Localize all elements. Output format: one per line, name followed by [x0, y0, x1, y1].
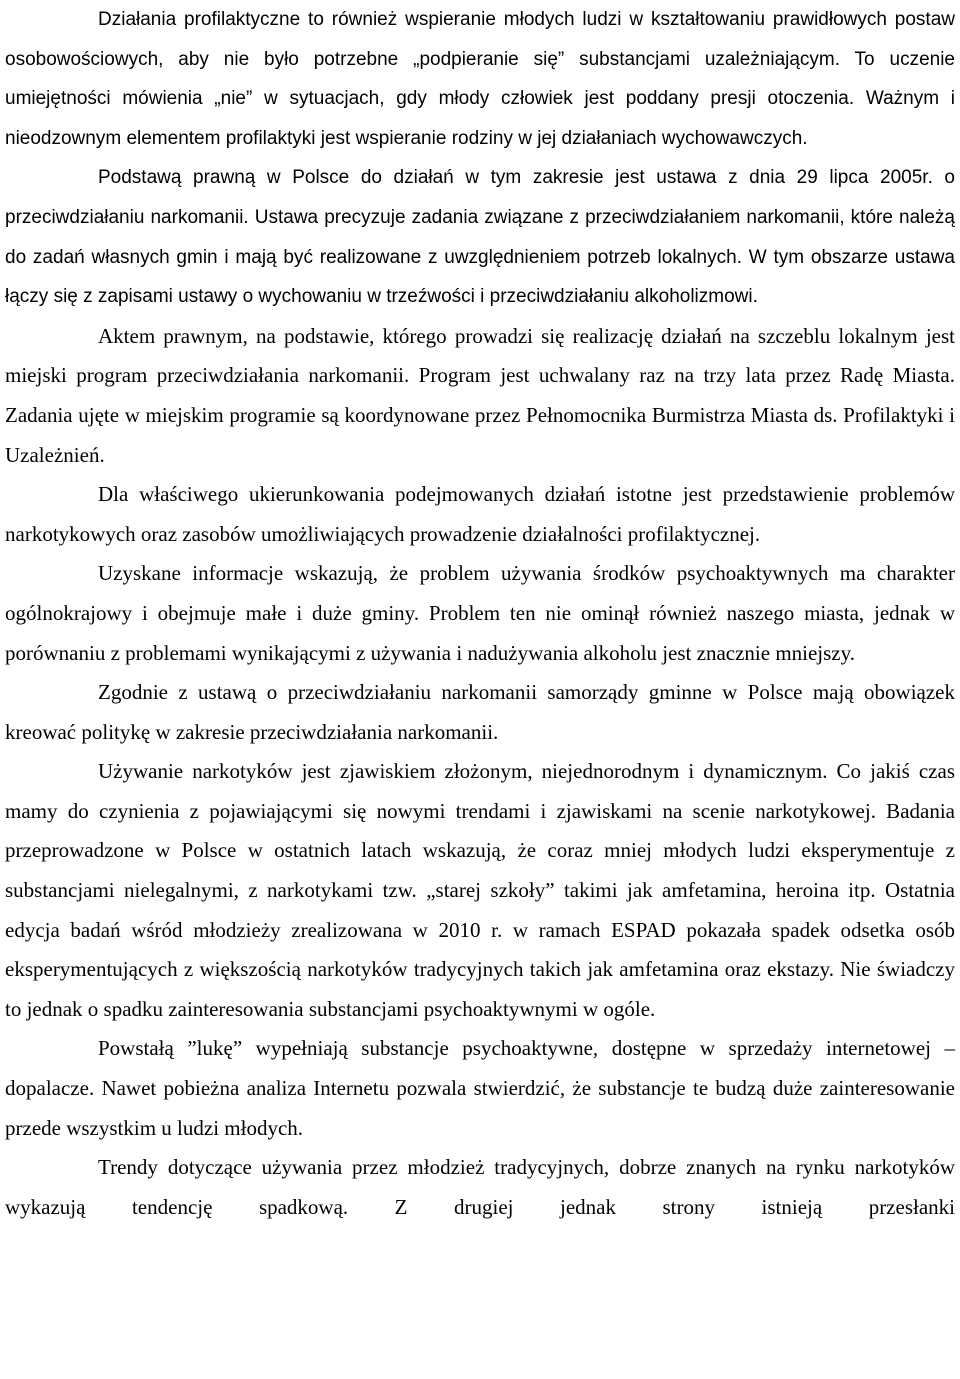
paragraph-text: Powstałą ”lukę” wypełniają substancje psychoaktywne, dostępne w sprzedaży internetowej – dopalacze. Nawet pobieżna analiza Internetu pozwala stwierdzić, że substancje te budzą duże zainteresowanie przede wszystkim u ludzi młodych.	[5, 1036, 955, 1140]
paragraph-text: Działania profilaktyczne to również wspieranie młodych ludzi w kształtowaniu prawidłowych postaw osobowościowych, aby nie było potrzebne „podpieranie się” substancjami uzależniającym. To uczenie umiejętności mówienia „nie” w sytuacjach, gdy młody człowiek jest poddany presji otoczenia. Ważnym i nieodzownym elementem profilaktyki jest wspieranie rodziny w jej działaniach wychowawczych.	[5, 9, 955, 149]
paragraph-problem-diagnosis	[5, 475, 955, 554]
paragraph-text: Uzyskane informacje wskazują, że problem używania środków psychoaktywnych ma charakter ogólnokrajowy i obejmuje małe i duże gminy. Problem ten nie ominął również naszego miasta, jednak w porównaniu z problemami wynikającymi z używania i nadużywania alkoholu jest znacznie mniejszy.	[5, 561, 955, 665]
paragraph-municipal-program	[5, 317, 955, 475]
paragraph-text: Podstawą prawną w Polsce do działań w tym zakresie jest ustawa z dnia 29 lipca 2005r. o przeciwdziałaniu narkomanii. Ustawa precyzuje zadania związane z przeciwdziałaniem narkomanii, które należą do zadań własnych gmin i mają być realizowane z uwzględnieniem potrzeb lokalnych. W tym obszarze ustawa łączy się z zapisami ustawy o wychowaniu w trzeźwości i przeciwdziałaniu alkoholizmowi.	[5, 167, 955, 308]
paragraph-municipal-obligation	[5, 673, 955, 752]
paragraph-text: Aktem prawnym, na podstawie, którego prowadzi się realizację działań na szczeblu lokalnym jest miejski program przeciwdziałania narkomanii. Program jest uchwalany raz na trzy lata przez Radę Miasta. Zadania ujęte w miejskim programie są koordynowane przez Pełnomocnika Burmistrza Miasta ds. Profilaktyki i Uzależnień.	[5, 323, 955, 467]
paragraph-prevention-support	[5, 0, 955, 158]
document-page	[5, 0, 955, 1227]
paragraph-legal-highs	[5, 1029, 955, 1148]
paragraph-drug-trends	[5, 752, 955, 1029]
paragraph-text: Używanie narkotyków jest zjawiskiem złożonym, niejednorodnym i dynamicznym. Co jakiś czas mamy do czynienia z pojawiającymi się nowymi trendami i zjawiskami na scenie narkotykowej. Badania przeprowadzone w Polsce w ostatnich latach wskazują, że coraz mniej młodych ludzi eksperymentuje z substancjami nielegalnymi, z narkotykami tzw. „starej szkoły” takimi jak amfetamina, heroina itp. Ostatnia edycja badań wśród młodzieży zrealizowana w 2010 r. w ramach ESPAD pokazała spadek odsetka osób eksperymentujących z większością narkotyków tradycyjnych takich jak amfetamina oraz ekstazy. Nie świadczy to jednak o spadku zainteresowania substancjami psychoaktywnymi w ogóle.	[5, 759, 955, 1021]
paragraph-traditional-trends	[5, 1148, 955, 1227]
paragraph-text: Trendy dotyczące używania przez młodzież tradycyjnych, dobrze znanych na rynku narkotyków wykazują tendencję spadkową. Z drugiej jednak strony istnieją przesłanki	[5, 1155, 955, 1219]
paragraph-information-obtained	[5, 554, 955, 673]
paragraph-legal-basis	[5, 158, 955, 316]
paragraph-text: Zgodnie z ustawą o przeciwdziałaniu narkomanii samorządy gminne w Polsce mają obowiązek kreować politykę w zakresie przeciwdziałania narkomanii.	[5, 680, 955, 744]
paragraph-text: Dla właściwego ukierunkowania podejmowanych działań istotne jest przedstawienie problemów narkotykowych oraz zasobów umożliwiających prowadzenie działalności profilaktycznej.	[5, 482, 955, 546]
